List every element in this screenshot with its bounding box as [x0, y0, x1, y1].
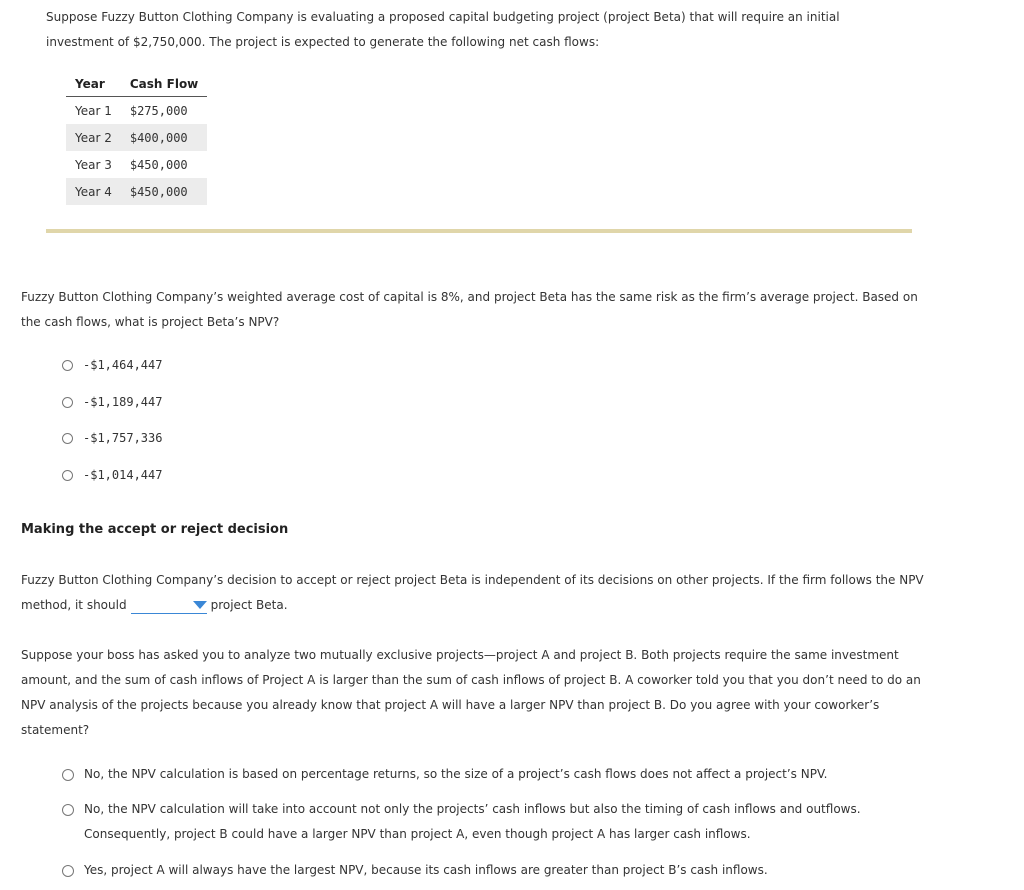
decision-paragraph: [21, 568, 991, 618]
year-cell: Year 3: [75, 157, 112, 172]
section-heading: Making the accept or reject decision: [21, 522, 289, 537]
coworker-option-text: [84, 858, 944, 883]
npv-option-label: -$1,014,447: [83, 468, 163, 482]
decision-line-1: Fuzzy Button Clothing Company’s decision to accept or reject project Beta is independent of its decisions on other projects. If the firm follows the NPV: [21, 573, 924, 587]
year-cell: Year 1: [75, 103, 112, 118]
table-row: [66, 97, 207, 125]
option-line-1: Yes, project A will always have the largest NPV, because its cash inflows are greater than project B’s cash inflows.: [84, 863, 768, 877]
coworker-option-3[interactable]: [62, 858, 944, 883]
table-header-row: [66, 71, 207, 97]
radio-button[interactable]: [62, 470, 73, 481]
npv-option-2[interactable]: [62, 395, 162, 409]
section-divider: [46, 229, 912, 233]
scenario-paragraph: [21, 643, 996, 743]
radio-button[interactable]: [62, 433, 73, 444]
option-line-2: Consequently, project B could have a larger NPV than project A, even though project A has larger cash inflows.: [84, 827, 751, 841]
year-cell: Year 2: [66, 124, 121, 151]
scenario-line-4: statement?: [21, 723, 90, 737]
year-cell: Year 4: [66, 178, 121, 205]
npv-option-label: -$1,189,447: [83, 395, 163, 409]
dropdown-arrow-icon[interactable]: [193, 601, 207, 609]
cash-flow-column-header: Cash Flow: [121, 71, 207, 97]
accept-reject-dropdown[interactable]: [131, 597, 207, 614]
intro-line-2: investment of $2,750,000. The project is expected to generate the following net cash flows:: [46, 35, 600, 49]
option-line-1: No, the NPV calculation is based on percentage returns, so the size of a project’s cash flows does not affect a project’s NPV.: [84, 767, 828, 781]
npv-option-label: -$1,757,336: [83, 431, 163, 445]
table-row: [66, 178, 207, 205]
radio-button[interactable]: [62, 865, 74, 877]
npv-option-3[interactable]: [62, 431, 162, 445]
cash-flow-cell: $400,000: [121, 124, 207, 151]
table-row: [66, 124, 207, 151]
coworker-option-text: [84, 797, 944, 847]
radio-button[interactable]: [62, 360, 73, 371]
scenario-line-1: Suppose your boss has asked you to analyze two mutually exclusive projects—project A and project B. Both projects require the same investment: [21, 648, 899, 662]
scenario-line-3: NPV analysis of the projects because you already know that project A will have a larger NPV than project B. Do you agree with your coworker’s: [21, 698, 880, 712]
cash-flow-cell: $450,000: [121, 178, 207, 205]
cash-flow-cell: $275,000: [129, 103, 188, 118]
decision-text-before: method, it should: [21, 598, 127, 612]
npv-question: [21, 285, 981, 335]
radio-button[interactable]: [62, 804, 74, 816]
scenario-line-2: amount, and the sum of cash inflows of Project A is larger than the sum of cash inflows of project B. A coworker told you that you don’t need to do an: [21, 673, 921, 687]
radio-button[interactable]: [62, 397, 73, 408]
coworker-option-2[interactable]: [62, 797, 944, 847]
cash-flow-cell: $450,000: [129, 157, 188, 172]
option-line-1: No, the NPV calculation will take into account not only the projects’ cash inflows but also the timing of cash inflows and outflows.: [84, 802, 861, 816]
table-row: [66, 151, 207, 178]
intro-line-1: Suppose Fuzzy Button Clothing Company is evaluating a proposed capital budgeting project (project Beta) that will require an initial: [46, 10, 840, 24]
decision-text-after: project Beta.: [210, 598, 288, 612]
coworker-option-1[interactable]: [62, 762, 944, 787]
question-line-1: Fuzzy Button Clothing Company’s weighted average cost of capital is 8%, and project Beta has the same risk as the firm’s average project. Based on: [21, 290, 918, 304]
year-column-header: Year: [66, 71, 121, 97]
npv-option-label: -$1,464,447: [83, 358, 163, 372]
radio-button[interactable]: [62, 769, 74, 781]
intro-paragraph: [46, 5, 946, 55]
npv-option-4[interactable]: [62, 468, 162, 482]
cash-flow-table: [66, 71, 207, 205]
question-line-2: the cash flows, what is project Beta’s NPV?: [21, 315, 280, 329]
decision-line-2: [21, 593, 991, 618]
coworker-option-text: [84, 762, 944, 787]
npv-option-1[interactable]: [62, 358, 162, 372]
